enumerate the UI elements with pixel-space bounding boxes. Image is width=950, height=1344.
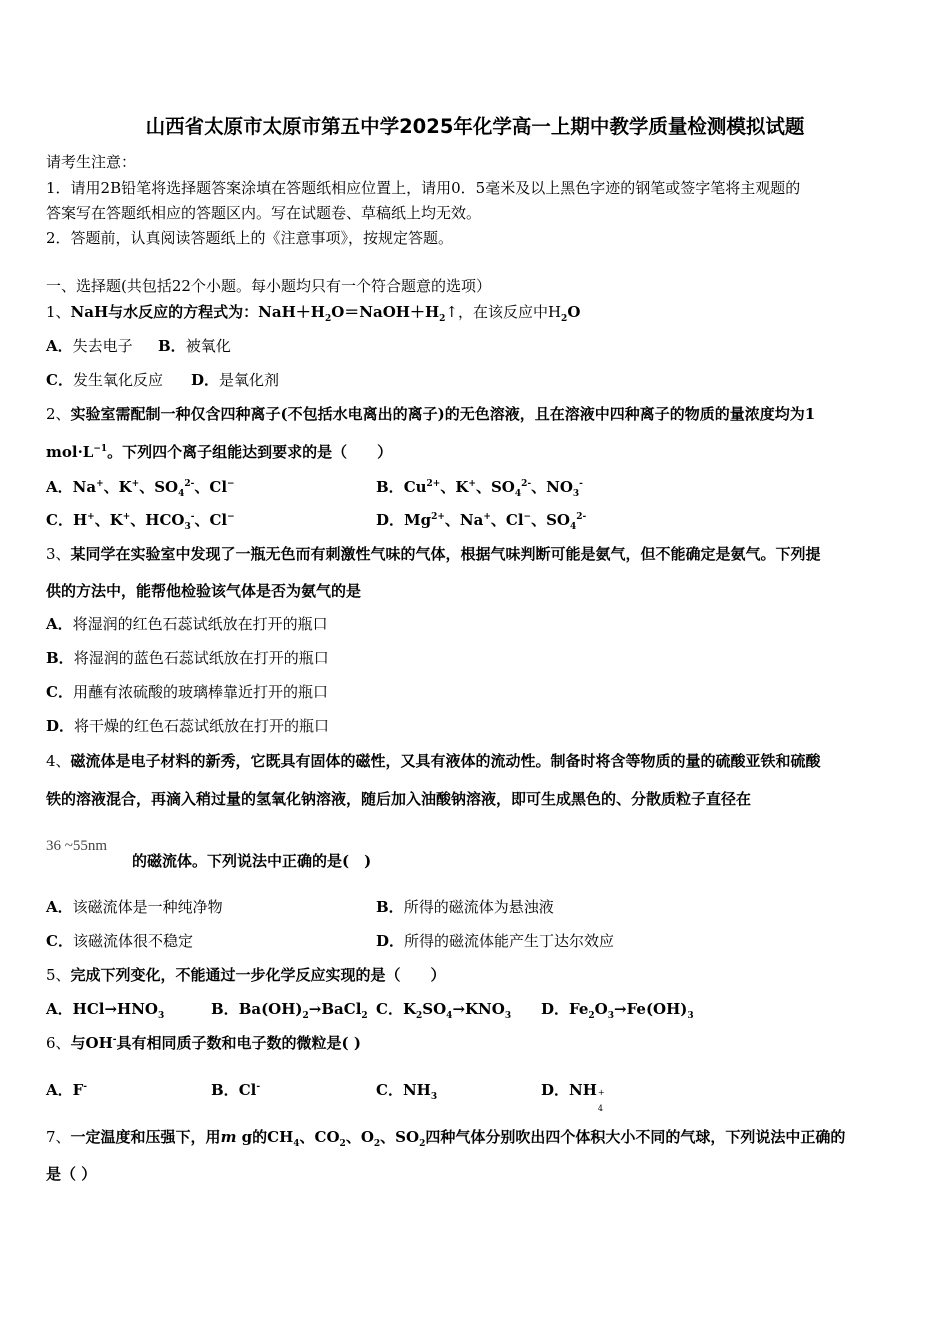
section-heading: 一、选择题(共包括22个小题。每小题均只有一个符合题意的选项） — [46, 277, 491, 295]
q6-option-c[interactable]: C．$NH_3$ — [376, 1081, 438, 1102]
q3-option-b[interactable]: B．将湿润的蓝色石蕊试纸放在打开的瓶口 — [46, 649, 329, 667]
q1-text-b: O＝NaOH＋H — [331, 303, 440, 321]
q4-option-d[interactable]: D．所得的磁流体能产生丁达尔效应 — [376, 932, 615, 950]
page-title: 山西省太原市太原市第五中学2025年化学高一上期中教学质量检测模拟试题 — [145, 115, 805, 138]
q6-option-b[interactable]: B．Cl- — [211, 1081, 261, 1099]
notice-item-2: 2．答题前，认真阅读答题纸上的《注意事项》，按规定答题。 — [46, 229, 454, 247]
question-number: 3、 — [46, 545, 71, 563]
q4-text: 磁流体是电子材料的新秀，它既具有固体的磁性，又具有液体的流动性。制备时将含等物质的量的硫酸亚铁和硫酸 — [70, 752, 821, 770]
q5-option-d[interactable]: D．$Fe_2O_3\to Fe(OH)_3$ — [541, 1000, 694, 1021]
q1-sub: 2 — [324, 314, 332, 324]
q2-option-c[interactable]: C．H+、K+、$HCO_3^-$、Cl− — [46, 511, 235, 532]
question-2-stem-2: $mol\cdot L^{-1}$。下列四个离子组能达到要求的是（ ） — [46, 443, 393, 461]
q5-text: 完成下列变化，不能通过一步化学反应实现的是（ ） — [70, 966, 446, 984]
q6-option-d[interactable]: D．NH + 4 — [541, 1080, 605, 1100]
nh4-charge: + — [597, 1088, 605, 1097]
question-number: 6、 — [46, 1034, 71, 1052]
question-3-stem-2: 供的方法中，能帮他检验该气体是否为氨气的是 — [46, 582, 362, 600]
q5-option-c[interactable]: C．$K_2SO_4\to KNO_3$ — [376, 1000, 512, 1021]
q2-option-a[interactable]: A．Na+、K+、$SO_4^{2-}$、Cl− — [46, 478, 235, 499]
question-7-stem-1: 7、一定温度和压强下，用m g的$CH_4$、$CO_2$、$O_2$、$SO_2$四种气体分别吹出四个体积大小不同的气球，下列说法中正确的 — [46, 1128, 846, 1149]
notice-heading: 请考生注意： — [46, 153, 137, 171]
q5-option-b[interactable]: B．$Ba(OH)_2\to BaCl_2$ — [211, 1000, 368, 1021]
question-number: 4、 — [46, 752, 71, 770]
q2-option-b[interactable]: B．$Cu^{2+}$、K+、$SO_4^{2-}$、$NO_3^-$ — [376, 478, 583, 499]
q1-text-d: O — [567, 303, 581, 321]
q4-option-c[interactable]: C．该磁流体很不稳定 — [46, 932, 193, 950]
q2-option-d[interactable]: D．$Mg^{2+}$、Na+、Cl−、$SO_4^{2-}$ — [376, 511, 587, 532]
question-3-stem-1 — [46, 544, 821, 564]
question-number: 5、 — [46, 966, 71, 984]
q3-option-a[interactable]: A．将湿润的红色石蕊试纸放在打开的瓶口 — [46, 615, 328, 633]
q3-option-d[interactable]: D．将干燥的红色石蕊试纸放在打开的瓶口 — [46, 717, 330, 735]
q1-sub: 2 — [561, 314, 568, 324]
q1-option-a[interactable]: A．失去电子 — [46, 337, 133, 355]
question-5-stem — [46, 965, 446, 985]
q2-text: 实验室需配制一种仅含四种离子(不包括水电离出的离子)的无色溶液，且在溶液中四种离子的物质的量浓度均为1 — [70, 405, 816, 423]
question-4-stem-1 — [46, 751, 821, 771]
q1-option-c[interactable]: C．发生氧化反应 — [46, 371, 163, 389]
q1-option-d[interactable]: D．是氧化剂 — [191, 371, 280, 389]
question-6-stem: 6、与OH-具有相同质子数和电子数的微粒是( ) — [46, 1034, 361, 1052]
q1-text-a: NaH与水反应的方程式为：NaH＋H — [70, 303, 325, 321]
q5-option-a[interactable]: A．$HCl\to HNO_3$ — [46, 1000, 165, 1021]
particle-size-range: 36 ~55nm — [46, 838, 108, 854]
q3-text: 某同学在实验室中发现了一瓶无色而有刺激性气味的气体，根据气味判断可能是氨气，但不能确定是氨气。下列提 — [70, 545, 821, 563]
q1-text-c: ↑，在该反应中H — [445, 303, 562, 321]
nh4-subscript: 4 — [597, 1104, 603, 1113]
question-number: 7、 — [46, 1128, 71, 1146]
question-7-stem-2: 是（ ） — [46, 1165, 97, 1183]
q4-option-b[interactable]: B．所得的磁流体为悬浊液 — [376, 898, 554, 916]
question-1-stem — [46, 302, 580, 322]
question-number: 2、 — [46, 405, 71, 423]
question-4-stem-2: 铁的溶液混合，再滴入稍过量的氢氧化钠溶液，随后加入油酸钠溶液，即可生成黑色的、分散质粒子直径在 — [46, 790, 752, 808]
q3-option-c[interactable]: C．用蘸有浓硫酸的玻璃棒靠近打开的瓶口 — [46, 683, 328, 701]
notice-item-1a: 1．请用2B铅笔将选择题答案涂填在答题纸相应位置上，请用0．5毫米及以上黑色字迹的钢笔或签字笔将主观题的 — [46, 179, 801, 197]
question-number: 1、 — [46, 303, 71, 321]
question-4-stem-3: 的磁流体。下列说法中正确的是( ) — [132, 852, 372, 870]
question-2-stem-1 — [46, 404, 815, 424]
q1-sub: 2 — [439, 314, 446, 324]
q6-option-a[interactable]: A．F- — [46, 1081, 88, 1099]
q1-option-b[interactable]: B．被氧化 — [158, 337, 231, 355]
notice-item-1b: 答案写在答题纸相应的答题区内。写在试题卷、草稿纸上均无效。 — [46, 204, 482, 222]
q4-option-a[interactable]: A．该磁流体是一种纯净物 — [46, 898, 223, 916]
